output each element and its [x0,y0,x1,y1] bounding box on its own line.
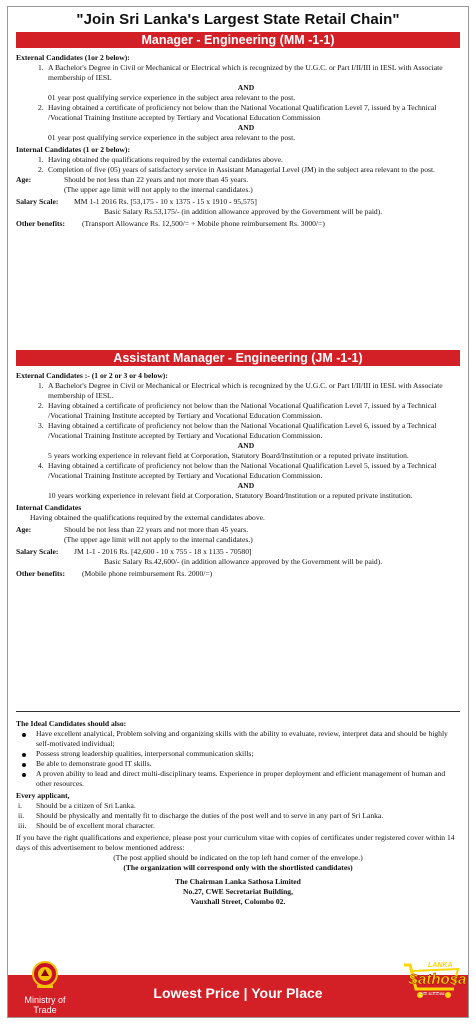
basic-salary: Basic Salary Rs.53,175/- (in addition allowance approved by the Government will be paid). [104,207,383,216]
assistant-manager-title-band: Assistant Manager - Engineering (JM -1-1) [16,350,460,366]
benefits-label: Other benefits: [16,219,65,228]
item-number: 2. [38,103,44,112]
manager-section [16,51,460,229]
item-number: 1. [38,381,44,390]
sathosa-logo [398,959,467,1015]
age-text: Should be not less than 22 years and not more than 45 years. [64,525,249,534]
age-note: (The upper age limit will not apply to the internal candidates.) [64,185,253,194]
assistant-manager-section [16,369,460,579]
advertisement [7,6,469,1018]
item-text: Should be of excellent moral character. [36,821,155,830]
applicant-requirement [16,801,460,811]
ideal-candidates-section [16,717,460,907]
item-text: Having obtained a certificate of proficiency not below than the National Vocational Qualification Level 7, issued by a Technical /Vocational Training Institute accepted by Tertiary and Vocational Education Commission. [48,401,437,420]
benefits-text: (Mobile phone reimbursement Rs. 2000/=) [82,569,213,578]
bullet-icon [22,773,26,777]
and-label: AND [237,123,255,132]
bullet-text: A proven ability to lead and direct multi-disciplinary teams. Experience in proper deployment and efficient management of human and other resources. [36,769,446,788]
benefits-text: (Transport Allowance Rs. 12,500/= + Mobile phone reimbursement Rs. 3000/=) [82,219,325,228]
jm-external-heading: External Candidates :- (1 or 2 or 3 or 4 below): [16,371,168,380]
jm-age-row [16,525,460,545]
manager-internal-heading: Internal Candidates (1 or 2 below): [16,145,130,154]
logo-tagline: ලක සතොස [419,992,445,997]
headline: "Join Sri Lanka's Largest State Retail Chain" [76,11,400,28]
experience-text: 01 year post qualifying service experience in the subject area relevant to the post. [48,133,296,142]
item-text: A Bachelor's Degree in Civil or Mechanical or Electrical which is recognized by the U.G.C. or Part I/II/III in IESL with Associate membership of IESL. [48,381,443,400]
manager-external-item [16,103,460,123]
bullet-text: Be able to demonstrate good IT skills. [36,759,152,768]
and-label: AND [237,481,255,490]
jm-external-item [16,401,460,421]
address-line: Vauxhall Street, Colombo 02. [190,897,286,906]
ministry-emblem [14,960,76,1015]
item-text: Should be a citizen of Sri Lanka. [36,801,136,810]
bullet-icon [22,763,26,767]
apply-instructions: If you have the right qualifications and experience, please post your curriculum vitae with copies of certificates under registered cover within 14 days of this advertisement to below mentioned address: [16,833,455,852]
item-text: Having obtained a certificate of proficiency not below than the National Vocational Qualification Level 7, issued by a Technical /Vocational Training Institute accepted by Tertiary and Vocational Education Commission [48,103,437,122]
section-divider [16,711,460,712]
jm-internal-text: Having obtained the qualifications required by the external candidates above. [30,513,265,522]
bullet-icon [22,753,26,757]
address-line: The Chairman Lanka Sathosa Limited [175,877,301,886]
manager-age-row [16,175,460,195]
salary-scale: JM 1-1 - 2016 Rs. [42,600 - 10 x 755 - 18 x 1135 - 70580] [74,547,252,556]
manager-external-item [16,63,460,83]
salary-scale: MM 1-1 2016 Rs. [53,175 - 10 x 1375 - 15 x 1910 - 95,575] [74,197,257,206]
item-number: 1. [38,155,44,164]
age-label: Age: [16,175,32,184]
item-text: Having obtained a certificate of proficiency not below than the National Vocational Qualification Level 6, issued by a Technical /Vocational Training Institute accepted by Tertiary and Vocational Education Commission. [48,421,437,440]
and-label: AND [237,441,255,450]
experience-text: 5 years working experience in relevant field at Corporation, Statutory Board/Institution or a reputed private institution. [48,451,409,460]
age-text: Should be not less than 22 years and not more than 45 years. [64,175,249,184]
and-label: AND [237,83,255,92]
basic-salary: Basic Salary Rs.42,600/- (in addition allowance approved by the Government will be paid). [104,557,383,566]
item-number: iii. [18,821,27,830]
manager-benefits-row [16,219,460,229]
item-text: Having obtained the qualifications required by the external candidates above. [48,155,283,164]
ideal-heading: The Ideal Candidates should also: [16,719,127,728]
manager-internal-item [16,165,460,175]
item-number: 2. [38,401,44,410]
bullet-text: Have excellent analytical, Problem solving and organizing skills with the ability to evaluate, review, interpret data and should be highly self-motivated individual; [36,729,448,748]
every-applicant-heading: Every applicant, [16,791,70,800]
logo-brand: Sathosa [408,971,467,988]
manager-internal-item [16,155,460,165]
benefits-label: Other benefits: [16,569,65,578]
salary-label: Salary Scale: [16,197,59,206]
manager-salary-row [16,197,460,217]
ideal-bullet [16,729,460,749]
item-number: ii. [18,811,25,820]
bullet-text: Possess strong leadership qualities, interpersonal communication skills; [36,749,254,758]
applicant-requirement [16,811,460,821]
jm-salary-row [16,547,460,567]
age-label: Age: [16,525,32,534]
manager-external-heading: External Candidates (1or 2 below): [16,53,130,62]
item-number: 2. [38,165,44,174]
applicant-requirement [16,821,460,831]
salary-label: Salary Scale: [16,547,59,556]
ideal-bullet [16,759,460,769]
item-number: 4. [38,461,44,470]
item-text: Completion of five (05) years of satisfactory service in Assistant Managerial Level (JM) in the subject area relevant to the post. [48,165,435,174]
jm-external-item [16,381,460,401]
manager-title-band: Manager - Engineering (MM -1-1) [16,32,460,48]
jm-benefits-row [16,569,460,579]
ideal-bullet [16,769,460,789]
address-line: No.27, CWE Secretariat Building, [183,887,293,896]
footer-slogan: Lowest Price | Your Place [153,985,323,1001]
ideal-bullet [16,749,460,759]
ministry-label: Ministry of Trade [24,995,66,1015]
item-text: A Bachelor's Degree in Civil or Mechanical or Electrical which is recognized by the U.G.C. or Part I/II/III in IESL with Associate membership of IESL [48,63,443,82]
item-number: 3. [38,421,44,430]
age-note: (The upper age limit will not apply to the internal candidates.) [64,535,253,544]
emblem-icon [31,960,59,990]
jm-external-item [16,421,460,441]
item-text: Having obtained a certificate of proficiency not below than the National Vocational Qualification Level 5, issued by a Technical /Vocational Training Institute accepted by Tertiary and Vocational Education Commission. [48,461,437,480]
item-text: Should be physically and mentally fit to discharge the duties of the post well and to serve in any part of Sri Lanka. [36,811,384,820]
envelope-note: (The post applied should be indicated on the top left hand corner of the envelope.) [113,853,363,862]
logo-lanka: LANKA [428,962,453,969]
experience-text: 10 years working experience in relevant field at Corporation, Statutory Board/Institution or a reputed private institution. [48,491,413,500]
item-number: 1. [38,63,44,72]
shortlist-note: (The organization will correspond only with the shortlisted candidates) [123,863,353,872]
item-number: i. [18,801,23,810]
experience-text: 01 year post qualifying service experience in the subject area relevant to the post. [48,93,296,102]
bullet-icon [22,733,26,737]
jm-external-item [16,461,460,481]
jm-internal-heading: Internal Candidates [16,503,82,512]
